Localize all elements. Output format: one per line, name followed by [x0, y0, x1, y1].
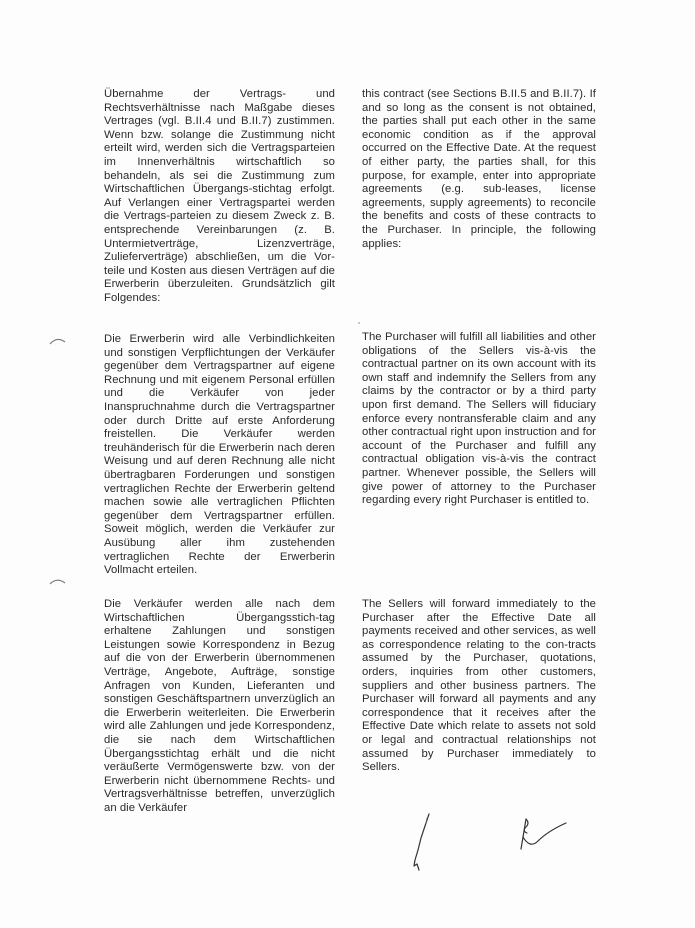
- margin-arc-mark-icon: [48, 335, 68, 347]
- paragraph-de-3: [104, 598, 335, 816]
- initials-signature-1-icon: [405, 812, 435, 874]
- paragraph-de-1-text: Übernahme der Vertrags- und Rechtsverhältnisse nach Maßgabe dieses Vertrages (vgl. B.II.4 und B.II.7) zustimmen. Wenn bzw. solange die Zustimmung nicht erteilt wird, werden sich die Vertragsparteien im Innenverhältnis wirtschaftlich so behandeln, als sei die Zustimmung zum Wirtschaftlichen Übergangs-stichtag erfolgt. Auf Verlangen einer Vertragspartei werden die Vertrags-parteien zu diesem Zweck z. B. entsprechende Vereinbarungen (z. B. Untermietverträge, Lizenzverträge, Zulieferverträge) abschließen, um die Vor-teile und Kosten aus diesen Verträgen auf die Erwerberin überzuleiten. Grundsätzlich gilt Folgendes:: [104, 88, 335, 304]
- paragraph-de-2: [104, 333, 335, 578]
- paragraph-en-2: [362, 331, 596, 508]
- paragraph-de-2-text: Die Erwerberin wird alle Verbindlichkeiten und sonstigen Verpflichtungen der Verkäufer gegenüber dem Vertragspartner auf eigene Rechnung und mit eigenem Personal erfüllen und die Verkäufer von jeder Inanspruchnahme durch die Vertragspartner oder durch Dritte auf erste Anforderung freistellen. Die Verkäufer werden treuhänderisch für die Erwerberin nach deren Weisung und auf deren Rechnung alle nicht übertragbaren Forderungen und sonstigen vertraglichen Rechte der Erwerberin geltend machen sowie alle vertraglichen Pflichten gegenüber dem Vertragspartner erfüllen. Soweit möglich, werden die Verkäufer zur Ausübung aller ihm zustehenden vertraglichen Rechte der Erwerberin Vollmacht erteilen.: [104, 333, 335, 577]
- paragraph-en-1-text: this contract (see Sections B.II.5 and B.II.7). If and so long as the consent is not obtained, the parties shall put each other in the same economic condition as if the approval occurred on the Effective Date. At the request of either party, the parties shall, for this purpose, for example, enter into appropriate agreements (e.g. sub-leases, license agreements, supply agreements) to reconcile the benefits and costs of these contracts to the Purchaser. In principle, the following applies:: [362, 88, 596, 250]
- paragraph-en-3: [362, 598, 596, 775]
- paragraph-de-3-text: Die Verkäufer werden alle nach dem Wirtschaftlichen Übergangsstich-tag erhaltene Zahlungen und sonstigen Leistungen sowie Korrespondenz in Bezug auf die von der Erwerberin übernommenen Verträge, Angebote, Aufträge, sonstige Anfragen von Kunden, Lieferanten und sonstigen Geschäftspartnern unverzüglich an die Erwerberin weiterleiten. Die Erwerberin wird alle Zahlungen und jede Korrespondenz, die sie nach dem Wirtschaftlichen Übergangsstichtag erhält und die nicht veräußerte Vermögenswerte bzw. von der Erwerberin nicht übernommene Rechts- und Vertragsverhältnisse betreffen, unverzüglich an die Verkäufer: [104, 598, 335, 814]
- paragraph-en-2-text: The Purchaser will fulfill all liabilities and other obligations of the Sellers vis-à-vis the contractual partner on its own account with its own staff and indemnify the Sellers from any claims by the contractor or by a third party upon first demand. The Sellers will fiduciary enforce every nontransferable claim and any other contractual right upon instruction and for account of the Purchaser and fulfill any contractual obligation vis-à-vis the contract partner. Whenever possible, the Sellers will give power of attorney to the Purchaser regarding every right Purchaser is entitled to.: [362, 331, 596, 507]
- paragraph-en-1: [362, 88, 596, 251]
- paragraph-de-1: [104, 88, 335, 306]
- initials-signature-2-icon: [518, 815, 570, 853]
- paragraph-en-3-text: The Sellers will forward immediately to the Purchaser after the Effective Date all payments received and other services, as well as correspondence relating to the con-tracts assumed by the Purchaser, quotations, orders, inquiries from other customers, suppliers and other business partners. The Purchaser will forward all payments and any correspondence that it receives after the Effective Date which relate to assets not sold or legal and contractual relationships not assumed by Purchaser immediately to Sellers.: [362, 598, 596, 774]
- speck-mark-icon: [356, 320, 362, 326]
- margin-arc-mark-icon: [48, 575, 68, 587]
